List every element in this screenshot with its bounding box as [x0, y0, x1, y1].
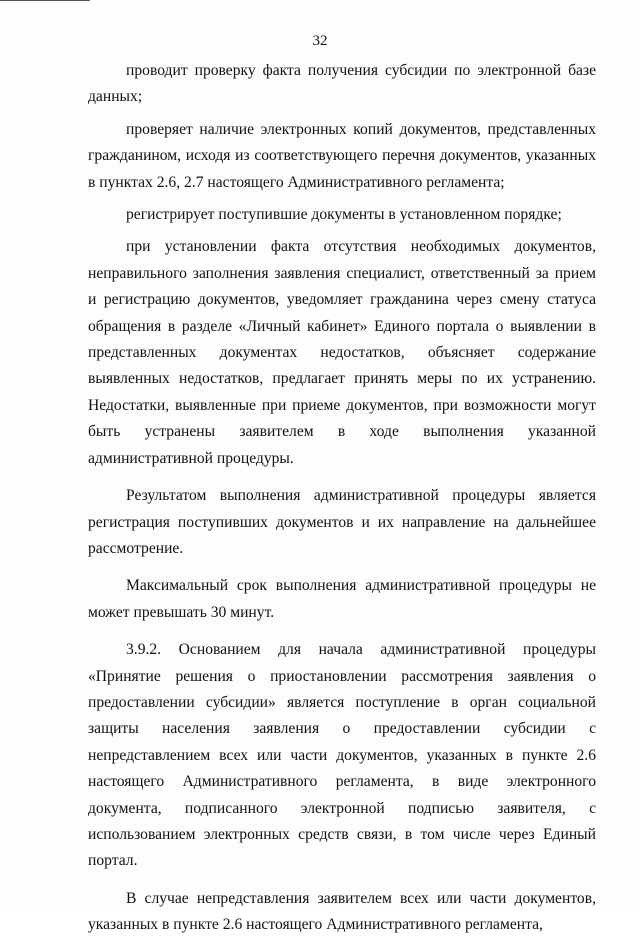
paragraph-7: 3.9.2. Основанием для начала административной процедуры «Принятие решения о приостановлении рассмотрения заявления о предоставлении субсидии» является поступление в орган социальной защиты населения заявления о предоставлении субсидии с непредставлением всех или части документов, указанных в пункте 2.6 настоящего Административного регламента, в виде электронного документа, подписанного электронной подписью заявителя, с использованием электронных средств связи, в том числе через Единый портал.: [88, 641, 596, 870]
paragraph-6: Максимальный срок выполнения административной процедуры не может превышать 30 минут.: [88, 577, 596, 621]
paragraph-4: при установлении факта отсутствия необходимых документов, неправильного заполнения заявления специалист, ответственный за прием и регистрацию документов, уведомляет гражданина через смену статуса обращения в разделе «Личный кабинет» Единого портала о выявлении в представленных документах недостатков, объясняет содержание выявленных недостатков, предлагает принять меры по их устранению. Недостатки, выявленные при приеме документов, при возможности могут быть устранены заявителем в ходе выполнения указанной административной процедуры.: [88, 238, 596, 467]
paragraph-2: проверяет наличие электронных копий документов, представленных гражданином, исходя из соответствующего перечня документов, указанных в пунктах 2.6, 2.7 настоящего Административного регламента;: [88, 120, 596, 191]
paragraph-5: Результатом выполнения административной процедуры является регистрация поступивших документов и их направление на дальнейшее рассмотрение.: [88, 487, 596, 557]
paragraph-3: регистрирует поступившие документы в установленном порядке;: [126, 206, 562, 224]
paragraph-8: В случае непредставления заявителем всех или части документов, указанных в пункте 2.6 настоящего Административного регламента,: [88, 889, 596, 934]
page-number: 32: [312, 33, 328, 49]
paragraph-1: проводит проверку факта получения субсидии по электронной базе данных;: [88, 62, 596, 106]
top-rule: [0, 0, 90, 1]
document-body: [88, 58, 596, 945]
